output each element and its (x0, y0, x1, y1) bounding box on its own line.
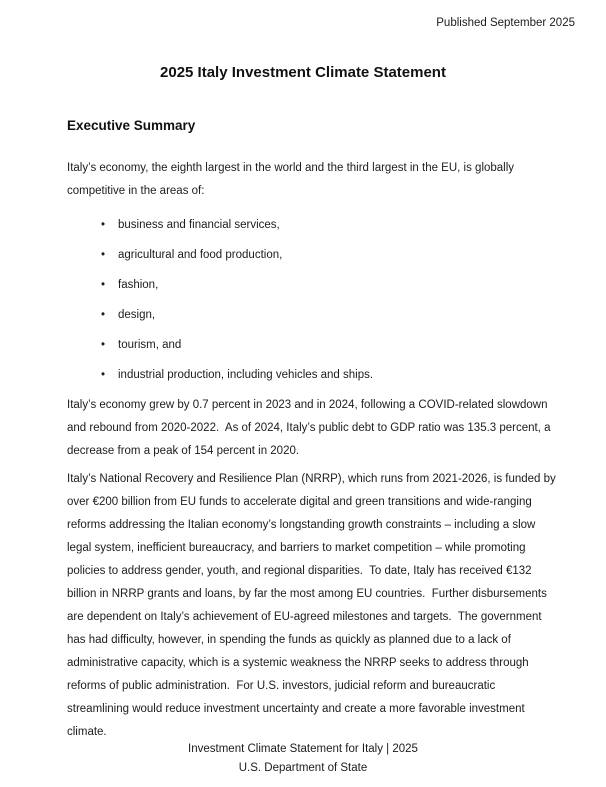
text-line: Italy’s economy grew by 0.7 percent in 2023 and in 2024, following a COVID-related slowdown (67, 399, 548, 411)
bullet-icon: • (101, 339, 106, 351)
bullet-icon: • (101, 279, 106, 291)
text-line: streamlining would reduce investment uncertainty and create a more favorable investment (67, 703, 525, 715)
text-line: and rebound from 2020-2022. As of 2024, Italy’s public debt to GDP ratio was 135.3 percent, a (67, 422, 551, 434)
list-item (67, 244, 576, 267)
text-line: policies to address gender, youth, and regional disparities. To date, Italy has received €132 (67, 565, 532, 577)
text-line: over €200 billion from EU funds to accelerate digital and green transitions and wide-ranging (67, 496, 532, 508)
competitive-areas-list (67, 214, 576, 387)
footer-statement-title: Investment Climate Statement for Italy | 2025 (188, 743, 418, 755)
footer-department: U.S. Department of State (238, 762, 368, 774)
text-line: climate. (67, 726, 107, 738)
text-line: has had difficulty, however, in spending the funds as quickly as planned due to a lack of (67, 634, 511, 646)
list-item (67, 274, 576, 297)
paragraph-nrrp (67, 468, 576, 744)
section-heading-executive-summary: Executive Summary (67, 118, 196, 133)
text-line: Italy’s National Recovery and Resilience Plan (NRRP), which runs from 2021-2026, is funded by (67, 473, 556, 485)
list-item-text: industrial production, including vehicles and ships. (118, 369, 374, 381)
list-item-text: design, (118, 309, 156, 321)
text-line: reforms addressing the Italian economy’s longstanding growth constraints – including a slow (67, 519, 536, 531)
text-line: reforms of public administration. For U.S. investors, judicial reform and bureaucratic (67, 680, 496, 692)
document-body (67, 117, 576, 744)
bullet-icon: • (101, 369, 106, 381)
page-footer (0, 740, 606, 778)
bullet-icon: • (101, 249, 106, 261)
paragraph-intro (67, 157, 576, 203)
text-line: are dependent on Italy’s achievement of EU-agreed milestones and targets. The government (67, 611, 542, 623)
list-item-text: agricultural and food production, (118, 249, 283, 261)
list-item-text: tourism, and (118, 339, 182, 351)
bullet-icon: • (101, 219, 106, 231)
list-item-text: fashion, (118, 279, 159, 291)
text-line: competitive in the areas of: (67, 185, 205, 197)
document-title: 2025 Italy Investment Climate Statement (160, 64, 446, 81)
text-line: legal system, inefficient bureaucracy, and barriers to market competition – while promoting (67, 542, 526, 554)
paragraph-economy-growth (67, 394, 576, 463)
published-date: Published September 2025 (436, 17, 575, 29)
list-item (67, 214, 576, 237)
text-line: Italy’s economy, the eighth largest in the world and the third largest in the EU, is globally (67, 162, 515, 174)
list-item (67, 334, 576, 357)
bullet-icon: • (101, 309, 106, 321)
text-line: decrease from a peak of 154 percent in 2020. (67, 445, 300, 457)
text-line: billion in NRRP grants and loans, by far the most among EU countries. Further disbursements (67, 588, 547, 600)
list-item (67, 304, 576, 327)
list-item (67, 364, 576, 387)
text-line: administrative capacity, which is a systemic weakness the NRRP seeks to address through (67, 657, 529, 669)
list-item-text: business and financial services, (118, 219, 280, 231)
